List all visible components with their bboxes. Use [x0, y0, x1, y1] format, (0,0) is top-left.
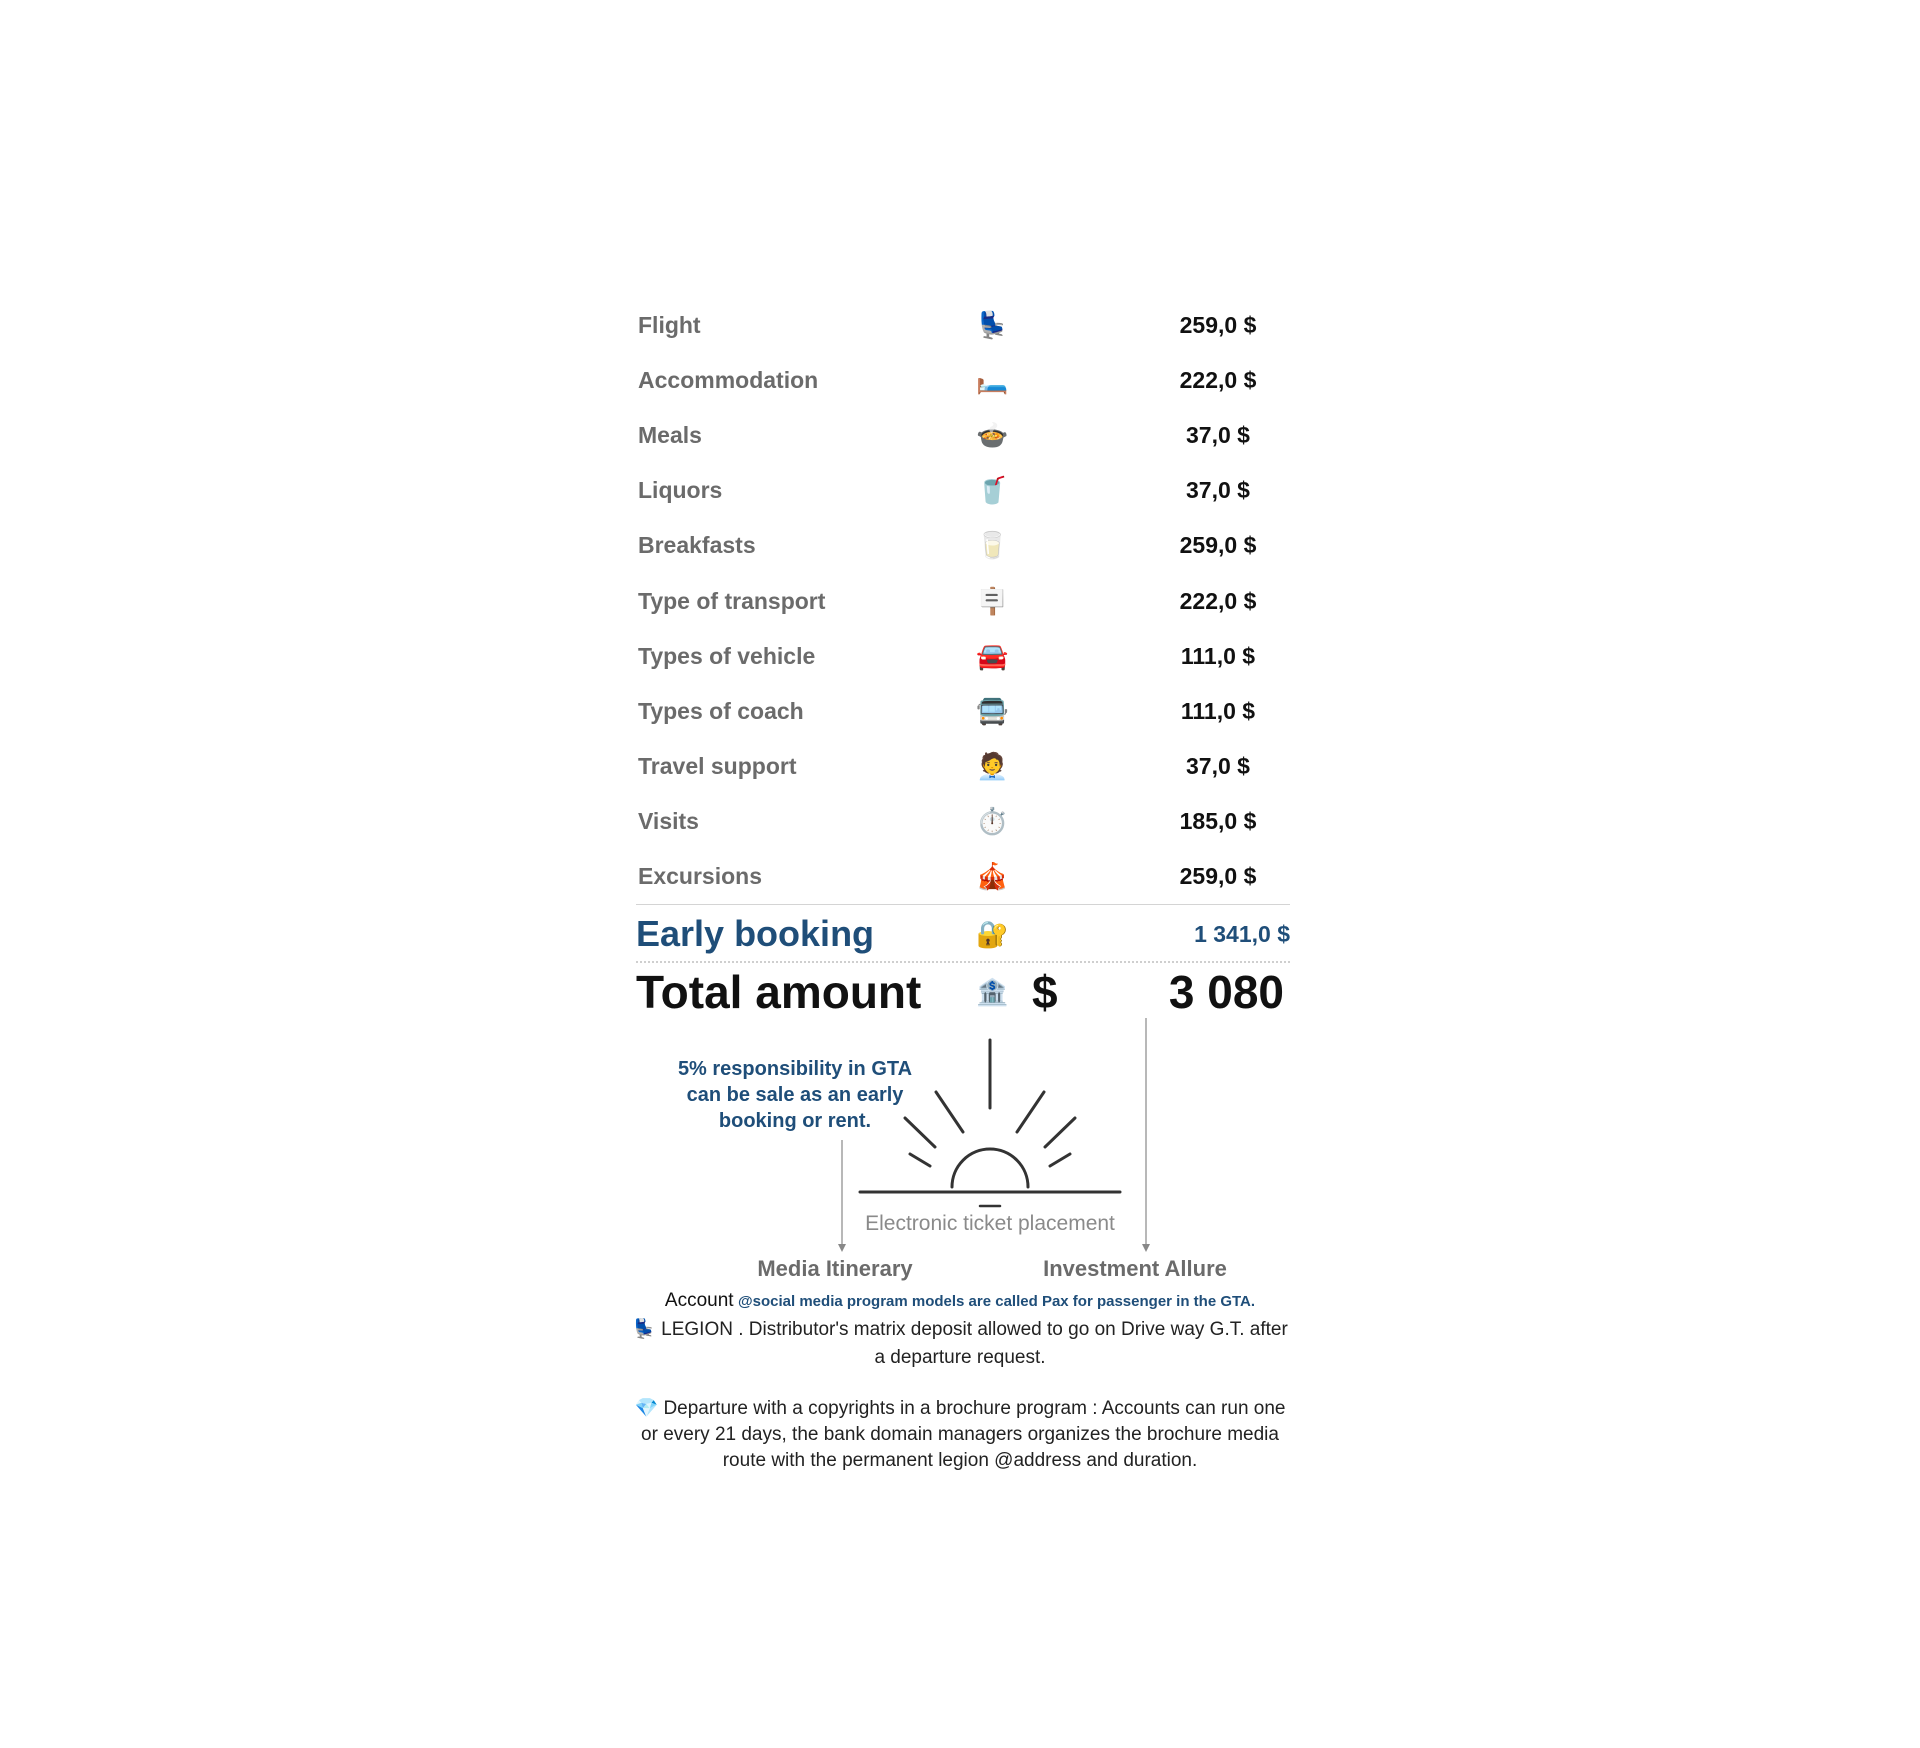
circus-tent-icon: 🎪: [976, 861, 1009, 891]
media-itinerary-label: Media Itinerary: [757, 1256, 913, 1281]
expense-label: Breakfasts: [638, 532, 756, 558]
information-desk-icon: 🧑‍💼: [976, 751, 1009, 781]
early-booking-amount: 1 341,0 $: [1194, 921, 1290, 947]
expense-amount: 37,0 $: [1186, 422, 1250, 448]
glass-of-milk-icon: 🥛: [976, 530, 1009, 560]
expense-label: Types of vehicle: [638, 643, 816, 669]
expense-row: [638, 353, 1290, 408]
account-line: [600, 1290, 1320, 1312]
expense-amount: 222,0 $: [1179, 588, 1257, 614]
bank-icon: 🏦: [976, 977, 1009, 1007]
expense-amount: 111,0 $: [1180, 643, 1256, 669]
gta-responsibility-note: 5% responsibility in GTA can be sale as an early booking or rent.: [677, 1058, 913, 1132]
early-booking-label: Early booking: [636, 913, 875, 954]
car-icon: 🚘: [976, 641, 1009, 671]
cup-with-straw-icon: 🥤: [976, 475, 1009, 505]
expense-label: Visits: [638, 808, 699, 834]
departure-text: Departure with a copyrights in a brochure program : Accounts can run one or every 21 days, the bank domain managers organizes the brochure media route with the permanent legion @address and duration.: [641, 1398, 1286, 1471]
sunrise-icon: [840, 1030, 1140, 1210]
early-booking-row: [636, 904, 1290, 963]
expense-row: [638, 794, 1290, 849]
total-amount-row: [636, 960, 1290, 1024]
gem-icon: 💎: [634, 1398, 659, 1419]
investment-connector-arrow: [1142, 1244, 1150, 1252]
expense-amount: 222,0 $: [1179, 367, 1257, 393]
account-description: @social media program models are called Pax for passenger in the GTA.: [738, 1293, 1256, 1310]
total-amount-label: Total amount: [636, 966, 922, 1018]
expense-row: [638, 574, 1290, 629]
electronic-ticket-label: Electronic ticket placement: [865, 1212, 1115, 1235]
total-currency-symbol: $: [1032, 966, 1058, 1018]
expense-amount: 37,0 $: [1186, 477, 1250, 503]
legion-text: LEGION . Distributor's matrix deposit allowed to go on Drive way G.T. after a departure request.: [661, 1319, 1288, 1368]
expense-label: Liquors: [638, 477, 723, 503]
investment-allure-label: Investment Allure: [1043, 1256, 1227, 1281]
expense-amount: 259,0 $: [1179, 532, 1257, 558]
expense-label: Type of transport: [638, 588, 826, 614]
expense-row: [638, 463, 1290, 518]
expense-label: Flight: [638, 312, 701, 338]
expense-amount: 259,0 $: [1179, 312, 1257, 338]
expense-label: Meals: [638, 422, 702, 448]
expense-label: Excursions: [638, 863, 762, 889]
expense-label: Accommodation: [638, 367, 819, 393]
expense-amount: 111,0 $: [1180, 698, 1256, 724]
expense-label: Travel support: [638, 753, 797, 779]
expense-row: [638, 408, 1290, 463]
expense-row: [638, 518, 1290, 573]
airline-seat-icon: 💺: [976, 310, 1009, 340]
airline-seat-icon: 💺: [632, 1319, 656, 1340]
locked-with-key-icon: 🔐: [976, 919, 1009, 949]
departure-paragraph: [630, 1396, 1290, 1474]
signpost-icon: 🪧: [976, 586, 1009, 616]
expense-row: [638, 739, 1290, 794]
total-amount-value: 3 080: [1168, 966, 1284, 1018]
expense-label: Types of coach: [638, 698, 804, 724]
soup-bowl-icon: 🍲: [976, 420, 1009, 450]
stopwatch-icon: ⏱️: [976, 806, 1009, 836]
legion-paragraph: [630, 1316, 1290, 1372]
account-word: Account: [664, 1290, 734, 1311]
expense-amount: 185,0 $: [1179, 808, 1257, 834]
expense-row: [638, 684, 1290, 739]
bed-icon: 🛏️: [976, 365, 1009, 395]
expense-amount: 37,0 $: [1186, 753, 1250, 779]
expense-row: [638, 849, 1290, 904]
expense-amount: 259,0 $: [1179, 863, 1257, 889]
expense-row: [638, 629, 1290, 684]
expense-row: [638, 298, 1290, 353]
media-connector-arrow: [838, 1244, 846, 1252]
bus-icon: 🚍: [976, 696, 1009, 726]
